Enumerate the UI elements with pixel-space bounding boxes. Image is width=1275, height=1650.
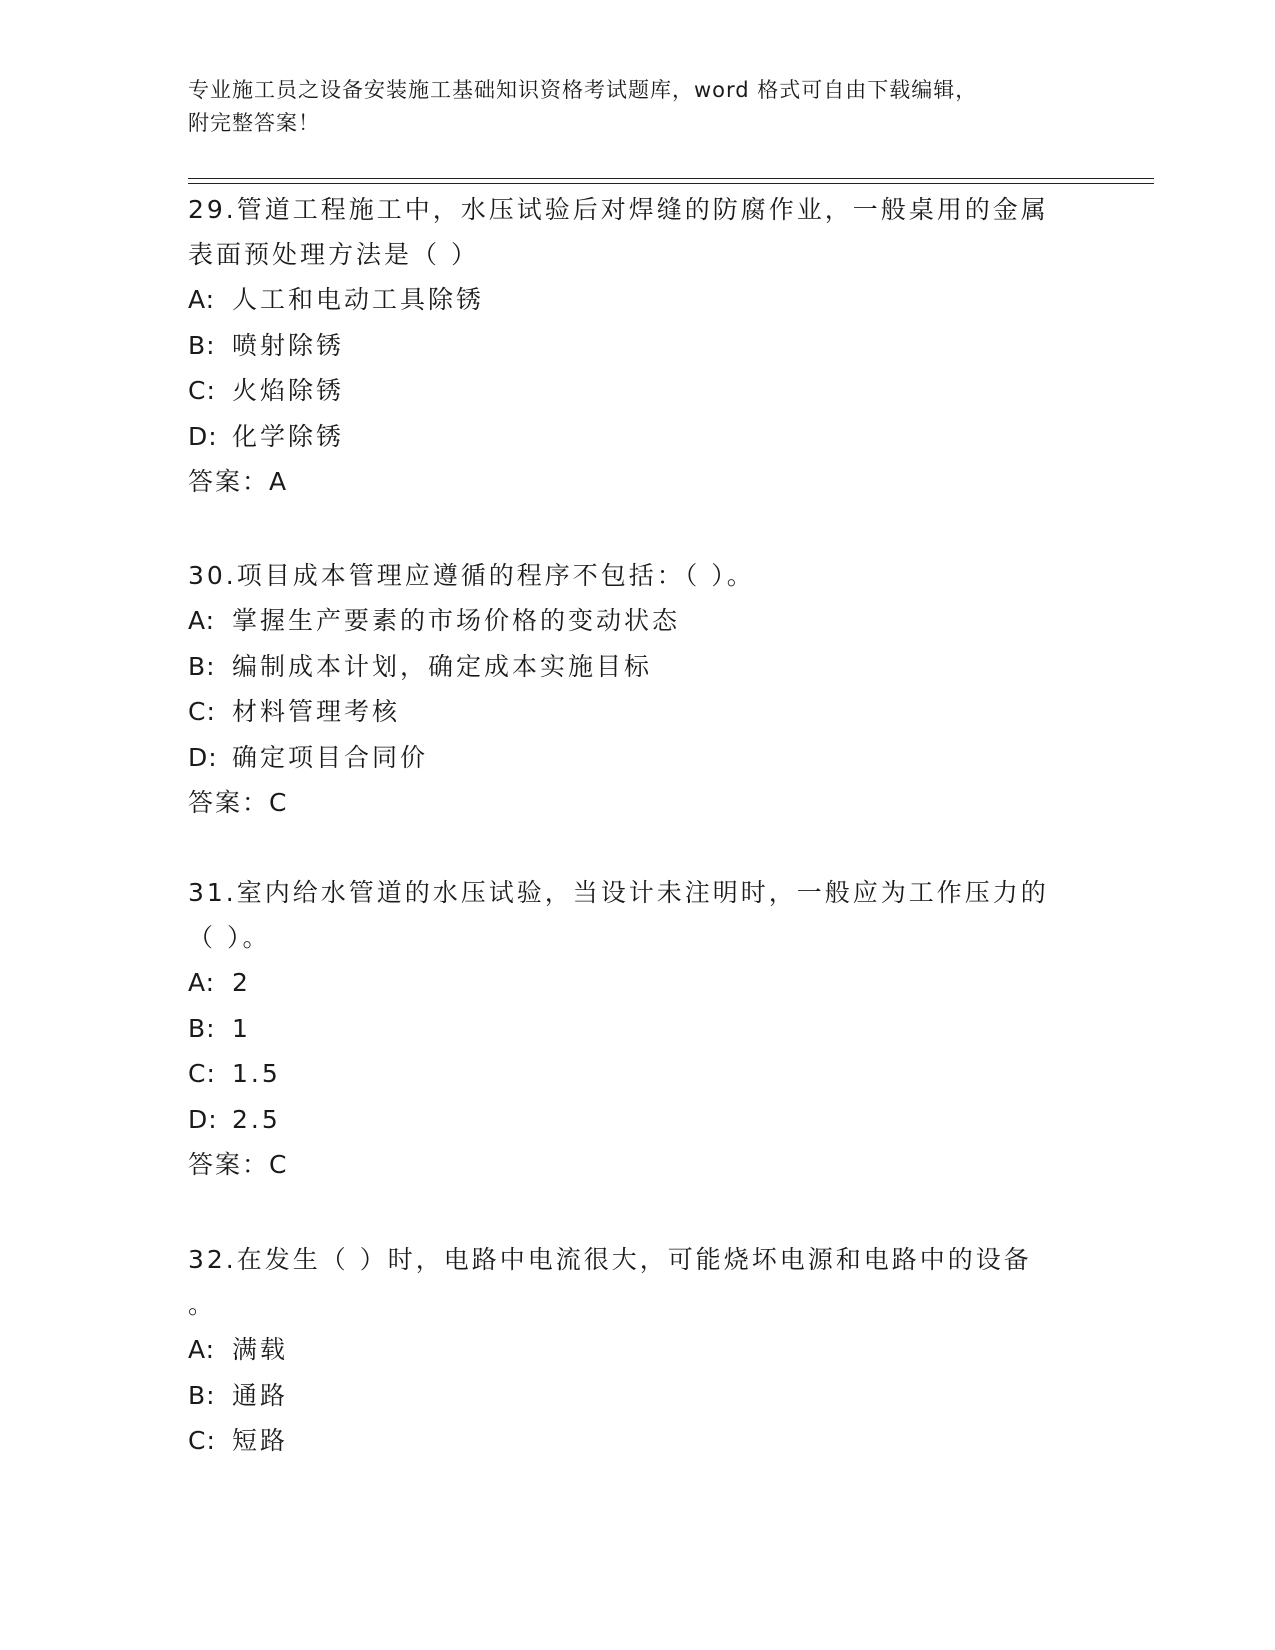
answer-value: A (269, 467, 288, 496)
document-header (188, 74, 1088, 140)
option-text: 人工和电动工具除锈 (232, 285, 485, 314)
option-c (188, 1051, 1088, 1097)
question-stem-line-1: 29.管道工程施工中，水压试验后对焊缝的防腐作业，一般桌用的金属 (188, 195, 1049, 224)
option-text: 满载 (232, 1335, 289, 1364)
option-d (188, 735, 1088, 781)
answer (188, 780, 1088, 825)
option-letter: A: (188, 968, 216, 997)
question-29 (188, 187, 1088, 504)
header-line-2: 附完整答案！ (188, 111, 320, 135)
question-stem-line-2: 。 (188, 1290, 217, 1319)
option-text: 掌握生产要素的市场价格的变动状态 (232, 606, 681, 635)
option-letter: B: (188, 330, 216, 360)
answer (188, 459, 1088, 504)
option-b (188, 323, 1088, 369)
answer-value: C (269, 788, 288, 817)
option-c (188, 689, 1088, 735)
question-stem-line-1: 32.在发生（ ）时，电路中电流很大，可能烧坏电源和电路中的设备 (188, 1245, 1032, 1274)
option-text: 火焰除锈 (232, 376, 345, 405)
option-letter: A: (188, 606, 216, 635)
option-text: 编制成本计划，确定成本实施目标 (232, 651, 653, 681)
option-text: 2 (232, 968, 251, 997)
answer (188, 1142, 1088, 1187)
option-letter: B: (188, 1013, 216, 1043)
option-text: 短路 (232, 1426, 289, 1455)
question-stem-line-1: 30.项目成本管理应遵循的程序不包括：（ ）。 (188, 561, 755, 590)
option-b (188, 1006, 1088, 1052)
option-letter: C: (188, 1059, 216, 1088)
question-32 (188, 1237, 1088, 1464)
option-text: 确定项目合同价 (232, 742, 429, 772)
option-letter: D: (188, 421, 218, 451)
question-31 (188, 870, 1088, 1187)
question-stem-line-2: （ ）。 (188, 923, 271, 952)
header-divider-top (188, 178, 1154, 179)
option-letter: C: (188, 376, 216, 405)
option-text: 通路 (232, 1380, 289, 1410)
option-a (188, 960, 1088, 1006)
question-30 (188, 553, 1088, 825)
option-letter: D: (188, 742, 218, 772)
answer-label: 答案： (188, 1150, 270, 1179)
option-c (188, 368, 1088, 414)
option-text: 化学除锈 (232, 421, 345, 451)
question-stem-line-1: 31.室内给水管道的水压试验，当设计未注明时，一般应为工作压力的 (188, 878, 1049, 907)
option-letter: C: (188, 697, 216, 726)
answer-label: 答案： (188, 788, 270, 817)
option-letter: D: (188, 1104, 218, 1134)
option-letter: B: (188, 651, 216, 681)
header-divider-bottom (188, 183, 1154, 184)
option-b (188, 644, 1088, 690)
answer-value: C (269, 1150, 288, 1179)
option-d (188, 1097, 1088, 1143)
option-letter: C: (188, 1426, 216, 1455)
option-letter: A: (188, 1335, 216, 1364)
question-stem-line-2: 表面预处理方法是（ ） (188, 240, 479, 269)
option-b (188, 1373, 1088, 1419)
option-a (188, 277, 1088, 323)
option-text: 喷射除锈 (232, 330, 345, 360)
option-letter: A: (188, 285, 216, 314)
option-a (188, 598, 1088, 644)
option-c (188, 1418, 1088, 1464)
answer-label: 答案： (188, 467, 270, 496)
option-text: 1 (232, 1013, 251, 1043)
option-letter: B: (188, 1380, 216, 1410)
option-d (188, 414, 1088, 460)
option-a (188, 1327, 1088, 1373)
option-text: 1.5 (232, 1059, 281, 1088)
header-line-1: 专业施工员之设备安装施工基础知识资格考试题库，word 格式可自由下载编辑， (188, 78, 978, 102)
option-text: 材料管理考核 (232, 697, 401, 726)
option-text: 2.5 (232, 1104, 281, 1134)
